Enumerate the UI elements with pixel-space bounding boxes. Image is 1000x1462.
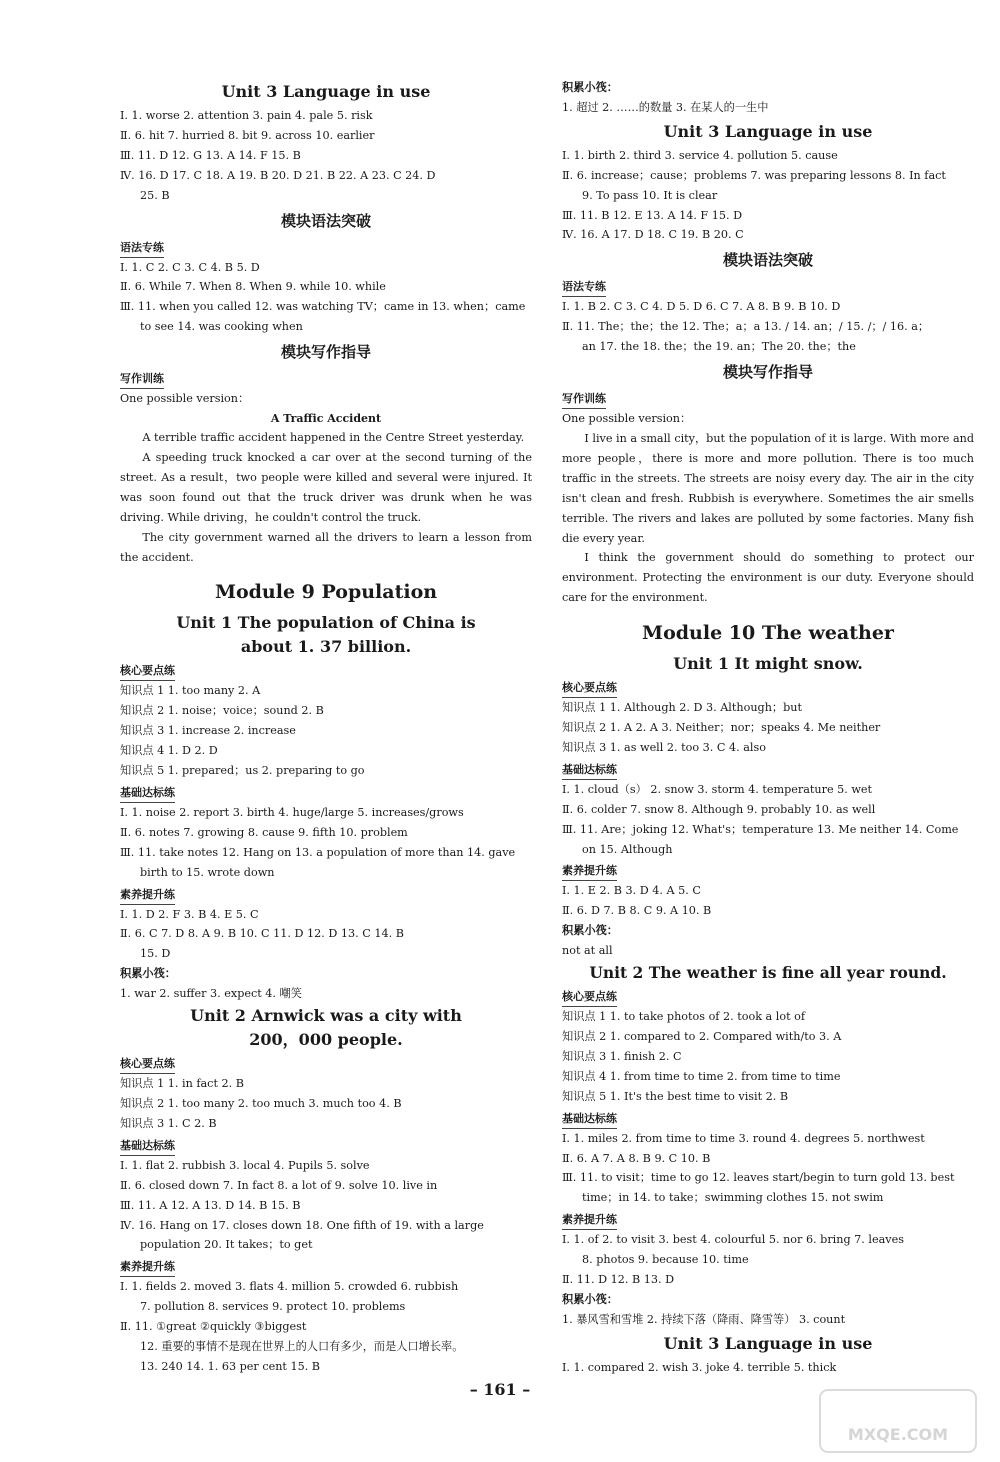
answer-line: Ⅱ. 6. A 7. A 8. B 9. C 10. B [562,1151,711,1165]
answer-line: 1. 暴风雪和雪堆 2. 持续下落（降雨、降雪等） 3. count [562,1312,846,1326]
answer-line: Ⅲ. 11. to visit；time to go 12. leaves start/begin to turn gold 13. best [562,1171,955,1185]
answer-line: Ⅰ. 1. flat 2. rubbish 3. local 4. Pupils 5. solve [120,1158,370,1172]
section-label: 基础达标练 [120,783,175,803]
answer-line: not at all [562,944,613,958]
section-label: 素养提升练 [120,885,175,905]
answer-line: 知识点 2 1. compared to 2. Compared with/to 3. A [562,1030,842,1043]
section-label: 积累小筏： [120,966,176,981]
answer-line: 知识点 1 1. too many 2. A [120,684,261,698]
answer-line: Ⅲ. 11. take notes 12. Hang on 13. a population of more than 14. gave [120,845,516,859]
writing-title: 模块写作指导 [280,343,371,362]
answer-line: 知识点 1 1. in fact 2. B [120,1077,244,1091]
answer-line: Ⅰ. 1. fields 2. moved 3. flats 4. million 5. crowded 6. rubbish [120,1280,459,1294]
answer-line: to see 14. was cooking when [140,320,303,334]
section-label: 积累小筏： [562,80,618,94]
answer-line: 知识点 5 1. It's the best time to visit 2. B [562,1089,789,1103]
watermark-logo [818,1388,978,1454]
section-label: 核心要点练 [120,661,175,681]
m9-unit2-title: 200，000 people. [249,1030,403,1050]
answer-line: Ⅰ. 1. noise 2. report 3. birth 4. huge/large 5. increases/grows [120,805,464,819]
answer-line: 13. 240 14. 1. 63 per cent 15. B [140,1359,321,1373]
section-label: 基础达标练 [562,760,617,780]
grammar-title: 模块语法突破 [280,211,371,230]
section-label: 核心要点练 [562,678,617,698]
essay-paragraph: I live in a small city，but the population of it is large. With more and more people，there is more and more pollution. There is too much traffic in the streets. The streets are noisy every day. The air in the city isn't clean and fresh. Rubbish is everywhere. Sometimes the air smells terrible. The rivers and lakes are polluted by some factories. Many fish die every year. [562,431,975,545]
answer-line: 知识点 3 1. C 2. B [120,1116,217,1130]
answer-line: Ⅰ. 1. miles 2. from time to time 3. round 4. degrees 5. northwest [562,1131,925,1145]
answer-line: 知识点 2 1. A 2. A 3. Neither；nor；speaks 4. Me neither [562,721,881,735]
unit3-title: Unit 3 Language in use [663,121,873,141]
answer-line: Ⅱ. 6. increase；cause；problems 7. was preparing lessons 8. In fact [562,168,946,182]
answer-line: Ⅱ. 6. C 7. D 8. A 9. B 10. C 11. D 12. D 13. C 14. B [120,927,404,941]
answer-line: on 15. Although [582,842,673,856]
section-label: 素养提升练 [562,1210,617,1230]
section-label: 语法专练 [120,238,164,258]
answer-line: 知识点 3 1. increase 2. increase [120,724,296,738]
answer-line: Ⅰ. 1. D 2. F 3. B 4. E 5. C [120,907,259,921]
page-number: – 161 – [469,1380,531,1399]
watermark-text: MXQE.COM [847,1425,949,1444]
m9-unit1-title: about 1. 37 billion. [240,637,412,657]
answer-line: 知识点 1 1. Although 2. D 3. Although；but [562,701,802,715]
answer-line: 1. 超过 2. ……的数量 3. 在某人的一生中 [562,100,769,114]
answer-line: Ⅱ. 6. hit 7. hurried 8. bit 9. across 10. earlier [120,128,375,142]
answer-line: 知识点 4 1. D 2. D [120,744,218,758]
answer-line: 知识点 2 1. too many 2. too much 3. much too 4. B [120,1097,402,1110]
m9-unit2-title: Unit 2 Arnwick was a city with [190,1006,462,1026]
section-label: 核心要点练 [120,1054,175,1074]
left-column [120,78,532,1377]
answer-line: 知识点 5 1. prepared；us 2. preparing to go [120,764,365,778]
section-label: 积累小筏： [562,1291,618,1306]
writing-title: 模块写作指导 [722,363,813,382]
answer-line: population 20. It takes；to get [140,1238,313,1252]
answer-line: Ⅰ. 1. B 2. C 3. C 4. D 5. D 6. C 7. A 8. B 9. B 10. D [562,300,841,314]
answer-line: 8. photos 9. because 10. time [582,1253,749,1267]
answer-line: 25. B [140,188,170,202]
answer-line: 知识点 2 1. noise；voice；sound 2. B [120,704,324,718]
answer-line: Ⅲ. 11. Are；joking 12. What's；temperature 13. Me neither 14. Come [562,822,959,836]
answer-line: Ⅱ. 11. ①great ②quickly ③biggest [120,1320,307,1334]
essay-title: A Traffic Accident [270,412,382,426]
section-label: 基础达标练 [120,1136,175,1156]
answer-line: 15. D [140,947,171,961]
right-column [562,78,974,1378]
answer-line: Ⅲ. 11. when you called 12. was watching TV；came in 13. when；came [120,300,526,314]
section-label: 素养提升练 [120,1257,175,1277]
answer-line: 1. war 2. suffer 3. expect 4. 嘲笑 [120,987,302,1001]
m10-unit1-title: Unit 1 It might snow. [673,654,863,674]
answer-line: Ⅱ. 6. While 7. When 8. When 9. while 10. while [120,280,386,294]
answer-line: Ⅱ. 11. D 12. B 13. D [562,1273,675,1287]
section-label: 基础达标练 [562,1109,617,1129]
answer-line: an 17. the 18. the；the 19. an；The 20. the；the [582,340,856,354]
answer-line: time；in 14. to take；swimming clothes 15. not swim [582,1191,884,1205]
answer-line: birth to 15. wrote down [140,865,275,879]
section-label: 素养提升练 [562,861,617,881]
essay-paragraph: I think the government should do something to protect our environment. Protecting the environment is our duty. Everyone should care for the environment. [562,551,974,605]
answer-line: Ⅱ. 6. notes 7. growing 8. cause 9. fifth 10. problem [120,825,408,839]
answer-line: Ⅳ. 16. A 17. D 18. C 19. B 20. C [562,228,744,242]
answer-line: Ⅲ. 11. B 12. E 13. A 14. F 15. D [562,208,743,222]
answer-line: 7. pollution 8. services 9. protect 10. problems [140,1300,406,1314]
answer-line: Ⅲ. 11. A 12. A 13. D 14. B 15. B [120,1198,301,1212]
grammar-title: 模块语法突破 [722,251,813,270]
answer-line: 12. 重要的事情不是现在世界上的人口有多少，而是人口增长率。 [140,1340,464,1354]
answer-line: Ⅰ. 1. cloud（s） 2. snow 3. storm 4. temperature 5. wet [562,782,873,796]
answer-line: 9. To pass 10. It is clear [582,188,718,202]
section-label: 写作训练 [562,389,606,409]
answer-line: Ⅳ. 16. Hang on 17. closes down 18. One fifth of 19. with a large [120,1218,484,1232]
answer-line: 知识点 3 1. finish 2. C [562,1049,682,1063]
section-label: 语法专练 [562,277,606,297]
section-label: 写作训练 [120,369,164,389]
answer-line: Ⅰ. 1. compared 2. wish 3. joke 4. terrible 5. thick [562,1360,837,1374]
answer-line: Ⅰ. 1. E 2. B 3. D 4. A 5. C [562,884,701,898]
essay-paragraph: A speeding truck knocked a car over at the second turning of the street. As a result，two people were killed and several were injured. It was soon found out that the truck driver was drunk when he was driving. While driving，he couldn't control the truck. [120,450,532,524]
m10-unit3-title: Unit 3 Language in use [663,1333,873,1353]
answer-line: Ⅳ. 16. D 17. C 18. A 19. B 20. D 21. B 22. A 23. C 24. D [120,168,436,182]
answer-line: Ⅱ. 11. The；the；the 12. The；a；a 13. / 14. an；/ 15. /；/ 16. a； [562,320,930,334]
answer-line: Ⅱ. 6. D 7. B 8. C 9. A 10. B [562,904,712,918]
module10-title: Module 10 The weather [642,622,894,645]
answer-line: 知识点 1 1. to take photos of 2. took a lot of [562,1010,805,1024]
version-label: One possible version： [120,392,250,406]
essay-paragraph: A terrible traffic accident happened in the Centre Street yesterday. [142,431,525,445]
answer-line: Ⅰ. 1. C 2. C 3. C 4. B 5. D [120,260,260,274]
m9-unit1-title: Unit 1 The population of China is [176,613,476,633]
answer-line: Ⅰ. 1. of 2. to visit 3. best 4. colourful 5. nor 6. bring 7. leaves [562,1233,904,1247]
answer-line: Ⅲ. 11. D 12. G 13. A 14. F 15. B [120,148,301,162]
answer-line: 知识点 4 1. from time to time 2. from time to time [562,1069,841,1083]
answer-line: Ⅰ. 1. birth 2. third 3. service 4. pollution 5. cause [562,148,838,162]
section-label: 核心要点练 [562,987,617,1007]
section-label: 积累小筏： [562,923,618,938]
answer-line: Ⅱ. 6. colder 7. snow 8. Although 9. probably 10. as well [562,802,876,816]
answer-line: 知识点 3 1. as well 2. too 3. C 4. also [562,740,766,754]
answer-line: Ⅰ. 1. worse 2. attention 3. pain 4. pale 5. risk [120,109,373,122]
module9-title: Module 9 Population [214,581,438,604]
m10-unit2-title: Unit 2 The weather is fine all year round. [589,963,947,983]
unit3-title: Unit 3 Language in use [221,82,431,101]
version-label: One possible version： [562,412,692,426]
essay-paragraph: The city government warned all the drivers to learn a lesson from the accident. [120,530,532,564]
answer-line: Ⅱ. 6. closed down 7. In fact 8. a lot of 9. solve 10. live in [120,1178,438,1192]
